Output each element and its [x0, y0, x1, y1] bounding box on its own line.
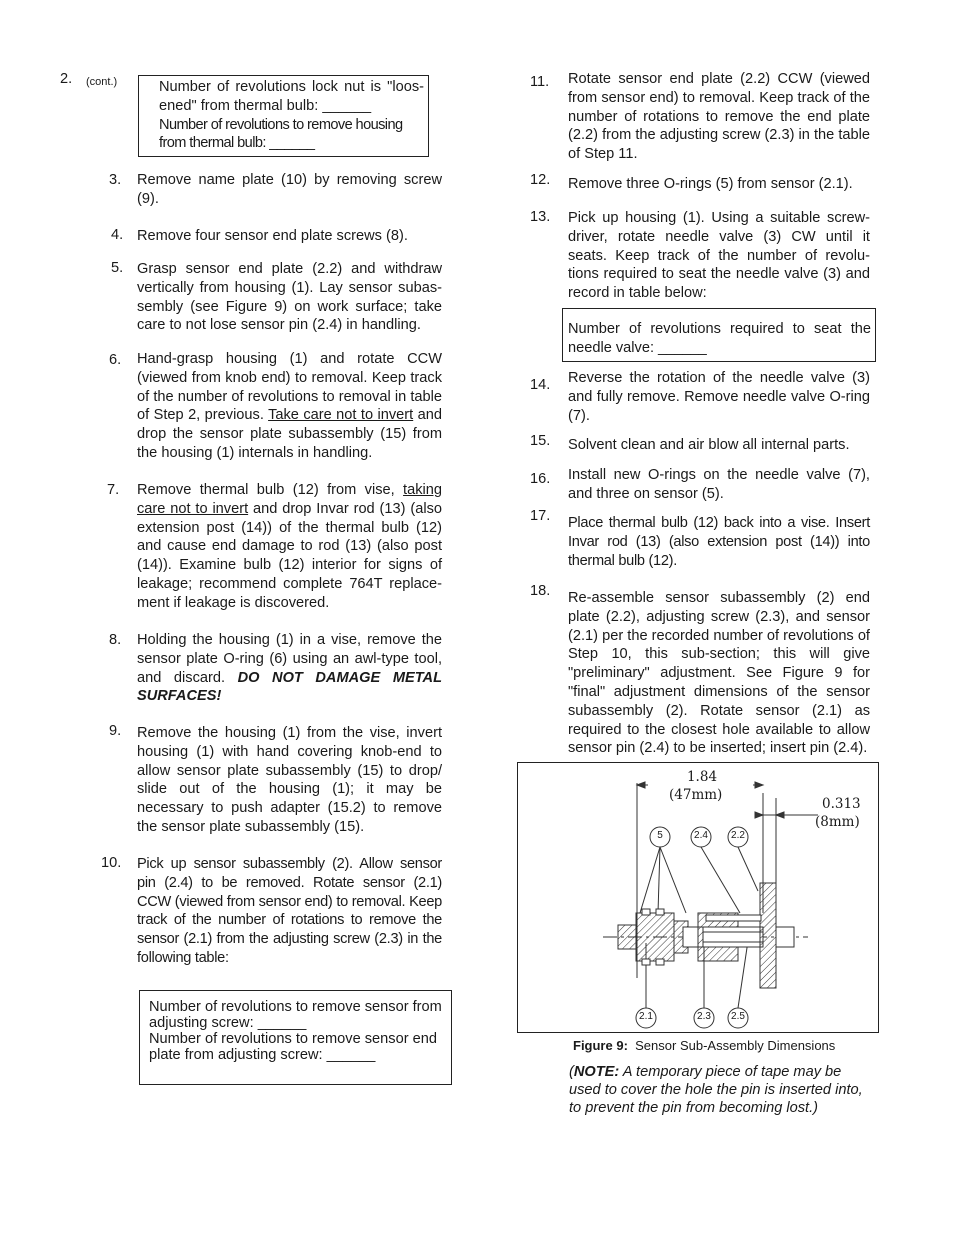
- step13-record-box: [562, 308, 876, 362]
- callout-sensor: 2.1: [639, 1011, 653, 1022]
- figure-caption-text: Sensor Sub-Assembly Dimensions: [635, 1038, 836, 1053]
- step-number: 8.: [109, 632, 122, 648]
- step-text: Pick up sensor subassembly (2). Allow sensor pin (2.4) to be removed. Rotate sensor (2.1) CCW (viewed from sensor end) to removal. Keep track of the number of rotations to remove the sensor (2.1) from the adjusting screw (2.3) in the following table:: [137, 856, 442, 966]
- step-text-part: and drop the sensor plate subassembly (15) from the housing (1) internals in handling.: [137, 407, 442, 461]
- step-number: 14.: [530, 377, 551, 393]
- step-number: 5.: [111, 260, 124, 276]
- step-text: Grasp sensor end plate (2.2) and withdraw vertically from housing (1). Lay sensor subas-sembly (see Figure 9) on work surface; take care to not lose sensor pin (2.4) in handling.: [137, 261, 442, 334]
- callout-adjusting-screw: 2.3: [697, 1011, 711, 1022]
- step-text: [137, 350, 442, 463]
- step-text: [137, 481, 442, 613]
- step-number: 13.: [530, 209, 551, 225]
- step-number: 7.: [107, 482, 120, 498]
- figure-9-frame: [517, 762, 879, 1033]
- dimension-length-metric: (47mm): [669, 787, 723, 803]
- step-text: Rotate sensor end plate (2.2) CCW (viewed from sensor end) to removal. Keep track of the number of rotations to remove the end plate (2.2) from the adjusting screw (2.3) in the table of Step 11.: [568, 71, 870, 163]
- step-text: [137, 631, 442, 706]
- step-text: Remove three O-rings (5) from sensor (2.1).: [568, 176, 853, 192]
- sensor-revolutions-field: Number of revolutions to remove sensor from adjusting screw: ______: [149, 999, 442, 1031]
- step-text: Remove the housing (1) from the vise, invert housing (1) with hand covering knob-end to allow sensor plate subassembly (15) to drop/ slide out of the housing (1); it may be necessary to push adapter (15.2) to remove the sensor plate subassembly (15).: [137, 725, 442, 835]
- step-text: Install new O-rings on the needle valve (7), and three on sensor (5).: [568, 467, 870, 502]
- step-number: 6.: [109, 352, 122, 368]
- dimension-offset-metric: (8mm): [815, 814, 860, 830]
- callout-sensor-pin: 2.4: [694, 830, 708, 841]
- callout-oring: 5: [657, 830, 663, 841]
- dimension-length-value: 1.84: [686, 769, 718, 785]
- lock-nut-revolutions-field: Number of revolutions lock nut is "loos-ened" from thermal bulb: ______: [159, 79, 424, 114]
- callout-part-2-5: 2.5: [731, 1011, 745, 1022]
- end-plate-revolutions-field: Number of revolutions to remove sensor end plate from adjusting screw: ______: [149, 1031, 437, 1063]
- step-text: Reverse the rotation of the needle valve (3) and fully remove. Remove needle valve O-ring (7).: [568, 370, 870, 424]
- step-text: Remove four sensor end plate screws (8).: [137, 228, 408, 244]
- step-text-part: Hand-grasp housing (1) and rotate CCW (viewed from knob end) to removal. Keep track of the number of revolutions to removal in table of Step 2, previous.: [137, 351, 442, 424]
- figure-caption-label: Figure 9:: [573, 1038, 628, 1053]
- step-number: 16.: [530, 471, 551, 487]
- figure-caption: [573, 1037, 835, 1056]
- note-paren: (: [569, 1064, 574, 1080]
- continued-label: (cont.): [86, 76, 118, 88]
- step-number: 2.: [60, 71, 73, 87]
- callout-end-plate: 2.2: [731, 830, 745, 841]
- step10-record-box: [139, 990, 452, 1085]
- step-number: 15.: [530, 433, 551, 449]
- step-text: Place thermal bulb (12) back into a vise. Insert Invar rod (13) (also extension post (14)) into thermal bulb (12).: [568, 515, 870, 569]
- warning-text: DO NOT DAMAGE METAL SURFACES!: [137, 669, 442, 705]
- step-text: Solvent clean and air blow all internal parts.: [568, 437, 850, 453]
- note-text: [569, 1063, 874, 1117]
- note-body: A temporary piece of tape may be used to cover the hole the pin is inserted into, to prevent the pin from becoming lost.): [569, 1064, 863, 1116]
- step-number: 12.: [530, 172, 551, 188]
- step-text-part: Remove thermal bulb (12) from vise,: [137, 482, 404, 498]
- needle-valve-revolutions-field: Number of revolutions required to seat the needle valve: ______: [568, 321, 871, 356]
- step2-record-box: [138, 75, 429, 157]
- note-label: NOTE:: [573, 1064, 620, 1080]
- step-text: Re-assemble sensor subassembly (2) end plate (2.2), adjusting screw (2.3), and sensor (2.1) per the recorded number of revolutions of Step 10, this sub-section; this will give "preliminary" adjustment. See Figure 9 for "final" adjustment dimensions of the sensor subassembly (2). Rotate sensor (2.1) as required to the closest hole available to allow sensor pin (2.4) to be inserted; insert pin (2.4).: [568, 590, 870, 757]
- step-number: 18.: [530, 583, 551, 599]
- step-text-part: Holding the housing (1) in a vise, remove the sensor plate O-ring (6) using an awl-type tool, and discard.: [137, 632, 442, 686]
- caution-underline: taking care not to invert: [137, 482, 442, 517]
- step-number: 4.: [111, 227, 124, 243]
- step-number: 3.: [109, 172, 122, 188]
- step-text: Pick up housing (1). Using a suitable screw-driver, rotate needle valve (3) CW until it seats. Keep track of the number of revolu-tions required to seat the needle valve (3) and record in table below:: [568, 210, 870, 302]
- step-number: 11.: [530, 74, 550, 90]
- step-text: Remove name plate (10) by removing screw (9).: [137, 172, 442, 207]
- step-number: 17.: [530, 508, 551, 524]
- housing-revolutions-field: Number of revolutions to remove housing from thermal bulb: ______: [159, 116, 403, 152]
- caution-underline: Take care not to invert: [268, 407, 414, 424]
- step-number: 9.: [109, 723, 122, 739]
- dimension-offset-value: 0.313: [822, 796, 861, 812]
- step-number: 10.: [101, 855, 122, 871]
- step-text-part: and drop Invar rod (13) (also extension post (14)) of the thermal bulb (12) and cause end damage to rod (13) (also post (14)). Examine bulb (12) interior for signs of leakage; recommend complete 764T replace-ment if leakage is discovered.: [137, 500, 442, 611]
